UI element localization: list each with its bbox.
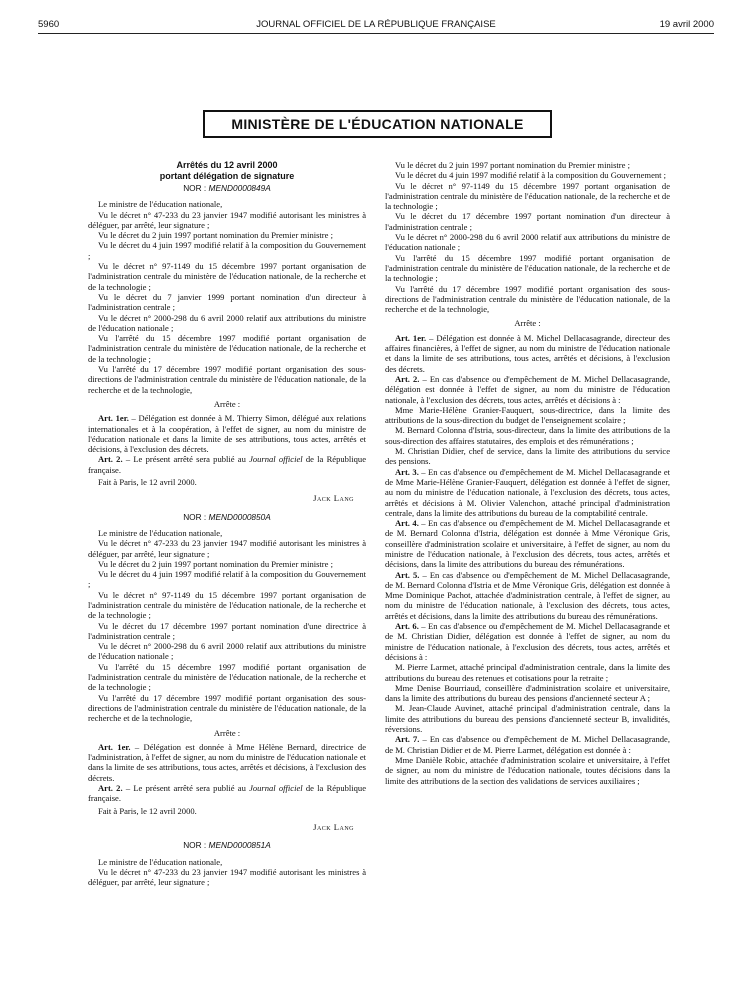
paragraph: M. Pierre Larmet, attaché principal d'administration centrale, dans la limite des attributions du bureau des retenues et cotisations pour la retraite ; [385,662,670,683]
article-label: Art. 1er. [395,332,427,343]
paragraph: Vu l'arrêté du 17 décembre 1997 modifié portant organisation des sous-directions de l'administration centrale du ministère de l'éducation nationale, de la recherche et de la technologie, [88,692,366,724]
header-rule [38,33,714,34]
paragraph: Vu le décret du 17 décembre 1997 portant nomination d'une directrice à l'administration centrale ; [88,620,366,641]
paragraph: Vu le décret du 17 décembre 1997 portant nomination d'un directeur à l'administration centrale ; [385,211,670,232]
article-text: – En cas d'absence ou d'empêchement de M. Michel Dellacasagrande et de Mme Marie-Hélène Granier-Fauquert, délégation est donnée à l'effet de signer, au nom du ministre de l'éducation nationale, à l'exclusion des décrets, tous actes, arrêtés et décisions à M. Olivier Valenchon, attaché principal d'administration centrale, dans la limite des attributions du bureau de la comptabilité centrale. [385,466,670,518]
article [88,783,366,804]
arrete-heading: Arrête : [514,318,541,329]
article-text: – En cas d'absence ou d'empêchement de M. Michel Dellacasagrande, délégation est donnée à l'effet de signer, au nom du ministre de l'éducation nationale, à l'exclusion des décrets, tous actes, arrêtés et décisions à : [385,373,670,405]
article [88,454,366,475]
article-label: Art. 3. [395,466,419,477]
article-label: Art. 7. [395,734,420,745]
page-number: 5960 [38,19,60,30]
article-text: – Délégation est donnée à Mme Hélène Bernard, directrice de l'administration, à l'effet de signer, au nom du ministre de l'éducation nationale et dans la limite de ses attributions, tous actes, arrêtés et décisions, à l'exclusion des décrets. [88,741,366,783]
issue-date: 19 avril 2000 [659,19,714,30]
article-text: – En cas d'absence ou d'empêchement de M. Michel Dellacasagrande, de M. Christian Didier et de M. Pierre Larmet, délégation est donnée à : [385,734,670,755]
signing-date: Fait à Paris, le 12 avril 2000. [98,477,197,488]
nor-code: MEND0000850A [208,511,271,522]
nor-code: MEND0000849A [208,183,271,193]
nor-reference [88,840,366,850]
paragraph: Mme Marie-Hélène Granier-Fauquert, sous-directrice, dans la limite des attributions de la sous-direction du budget de l'enseignement scolaire ; [385,404,670,426]
paragraph: Vu le décret n° 2000-298 du 6 avril 2000 relatif aux attributions du ministre de l'éducation nationale ; [385,232,670,253]
paragraph: Vu l'arrêté du 17 décembre 1997 modifié portant organisation des sous-directions de l'administration centrale du ministère de l'éducation nationale, de la recherche et de la technologie, [385,283,670,315]
article-label: Art. 1er. [98,413,129,424]
paragraph: Vu le décret n° 47-233 du 23 janvier 1947 modifié autorisant les ministres à déléguer, par arrêté, leur signature ; [88,209,366,230]
article [385,621,670,662]
paragraph: Vu le décret du 4 juin 1997 modifié relatif à la composition du Gouvernement ; [395,170,667,181]
nor-code: MEND0000851A [208,840,271,851]
paragraph: Mme Denise Bourriaud, conseillère d'administration scolaire et universitaire, dans la limite des attributions du bureau des pensions d'ancienneté secteur A ; [385,682,670,704]
nor-label: NOR : [183,840,209,851]
paragraph: Mme Danièle Robic, attachée d'administration scolaire et universitaire, à l'effet de signer, au nom du ministre de l'éducation nationale, toutes décisions dans la limite des attributions de la section des validations de services auxiliaires ; [385,754,670,786]
arrete-heading: Arrête : [213,727,241,738]
signature: Jack Lang [313,821,354,832]
article-text: de la République française. [88,454,366,475]
paragraph: Vu l'arrêté du 15 décembre 1997 modifié portant organisation de l'administration centrale du ministère de l'éducation nationale, de la recherche et de la technologie ; [88,661,366,693]
ministry-banner [203,110,552,138]
paragraph: Le ministre de l'éducation nationale, [98,527,223,538]
paragraph: Vu le décret n° 47-233 du 23 janvier 1947 modifié autorisant les ministres à déléguer, par arrêté, leur signature ; [88,866,366,888]
article [385,467,670,518]
paragraph: Vu le décret n° 97-1149 du 15 décembre 1997 portant organisation de l'administration centrale du ministère de l'éducation nationale, de la recherche et de la technologie ; [385,180,670,212]
article [385,734,670,755]
article-label: Art. 1er. [98,741,131,752]
page-header [38,19,714,33]
article-text: – En cas d'absence ou d'empêchement de M. Michel Dellacasagrande, de M. Bernard Colonna d'Istria et de Mme Véronique Gris, délégation est donnée à Mme Dominique Pachot, attachée d'administration centrale, à l'effet de signer, au nom du ministre de l'éducation nationale, à l'exclusion des décrets, tous actes, arrêtés et décisions, dans la limite des attributions du bureau des rémunérations. [385,569,670,621]
signing-date: Fait à Paris, le 12 avril 2000. [98,805,197,816]
article [385,570,670,621]
paragraph: M. Christian Didier, chef de service, dans la limite des attributions du service des pensions. [385,446,670,467]
nor-reference [88,183,366,193]
article-text: – Délégation est donnée à M. Thierry Simon, délégué aux relations internationales et à la coopération, à l'effet de signer, au nom du ministre de l'éducation nationale et dans la limite de ses attributions, tous actes, arrêtés et décisions, à l'exclusion des décrets. [88,413,366,455]
paragraph: Vu le décret du 2 juin 1997 portant nomination du Premier ministre ; [98,230,333,241]
article-label: Art. 6. [395,621,419,632]
paragraph: Vu le décret du 2 juin 1997 portant nomination du Premier ministre ; [395,160,630,170]
paragraph: M. Jean-Claude Auvinet, attaché principal d'administration centrale, dans la limite des attributions du bureau des pensions d'ancienneté secteur B, invalidités, réversions. [385,703,670,735]
paragraph: Vu le décret du 7 janvier 1999 portant nomination d'un directeur à l'administration centrale ; [88,291,366,313]
paragraph: Vu le décret n° 97-1149 du 15 décembre 1997 portant organisation de l'administration centrale du ministère de l'éducation nationale, de la recherche et de la technologie ; [88,589,366,621]
article [88,742,366,783]
journal-name: Journal officiel [249,454,303,465]
article-text: – Le présent arrêté sera publié au [122,454,250,465]
paragraph: Vu le décret n° 47-233 du 23 janvier 1947 modifié autorisant les ministres à déléguer, par arrêté, leur signature ; [88,538,366,559]
arrete-heading: Arrête : [213,398,241,409]
paragraph: Vu l'arrêté du 17 décembre 1997 modifié portant organisation des sous-directions de l'administration centrale du ministère de l'éducation nationale, de la recherche et de la technologie, [88,364,366,395]
article-label: Art. 2. [98,783,123,794]
paragraph: Vu le décret n° 2000-298 du 6 avril 2000 relatif aux attributions du ministre de l'éducation nationale ; [88,641,366,662]
paragraph: Le ministre de l'éducation nationale, [98,199,223,210]
article [88,413,366,454]
article-text: – Le présent arrêté sera publié au [122,783,250,794]
paragraph: M. Bernard Colonna d'Istria, sous-directeur, dans la limite des attributions de la sous-direction des affaires statutaires, des emplois et des rémunérations ; [385,425,670,446]
decree-subtitle: portant délégation de signature [159,171,295,181]
article-text: – Délégation est donnée à M. Michel Dellacasagrande, directeur des affaires financières, à l'effet de signer, au nom du ministre de l'éducation nationale et dans la limite de ses attributions, tous actes, arrêtés et décisions, à l'exclusion des décrets. [385,332,670,374]
article-label: Art. 4. [395,518,419,529]
article [385,374,670,405]
article-text: de la République française. [88,783,366,804]
left-column [88,160,366,887]
journal-name: Journal officiel [249,783,303,794]
nor-label: NOR : [183,183,209,193]
nor-label: NOR : [183,511,209,522]
right-column [385,160,670,786]
article-text: – En cas d'absence ou d'empêchement de M. Michel Dellacasagrande et de M. Christian Didier, délégation est donnée à l'effet de signer, au nom du ministre de l'éducation nationale, à l'exclusion des décrets, tous actes, arrêtés et décisions à : [385,621,670,662]
article-label: Art. 5. [395,569,420,580]
ministry-title: MINISTÈRE DE L'ÉDUCATION NATIONALE [231,116,524,132]
article-text: – En cas d'absence ou d'empêchement de M. Michel Dellacasagrande et de M. Bernard Colonna d'Istria, délégation est donnée à Mme Véronique Gris, conseillère d'administration scolaire et universitaire, à l'effet de signer, au nom du ministre de l'éducation nationale, à l'exclusion des décrets, tous actes, arrêtés et décisions, dans la limite des attributions du bureau des rémunérations. [385,518,670,570]
article [385,518,670,569]
article-label: Art. 2. [98,454,123,465]
paragraph: Vu le décret n° 97-1149 du 15 décembre 1997 portant organisation de l'administration centrale du ministère de l'éducation nationale, de la recherche et de la technologie ; [88,261,366,292]
paragraph: Vu l'arrêté du 15 décembre 1997 modifié portant organisation de l'administration centrale du ministère de l'éducation nationale, de la recherche et de la technologie ; [88,333,366,364]
paragraph: Vu le décret du 4 juin 1997 modifié relatif à la composition du Gouvernement ; [88,569,366,590]
paragraph: Vu le décret n° 2000-298 du 6 avril 2000 relatif aux attributions du ministre de l'éducation nationale ; [88,312,366,333]
decree-title: Arrêtés du 12 avril 2000 [176,160,278,170]
article-label: Art. 2. [395,373,420,384]
paragraph: Le ministre de l'éducation nationale, [98,856,223,867]
journal-title: JOURNAL OFFICIEL DE LA RÉPUBLIQUE FRANÇAISE [256,19,496,30]
paragraph: Vu l'arrêté du 15 décembre 1997 modifié portant organisation de l'administration centrale du ministère de l'éducation nationale, de la recherche et de la technologie ; [385,252,670,284]
paragraph: Vu le décret du 4 juin 1997 modifié relatif à la composition du Gouvernement ; [88,240,366,261]
article [385,333,670,374]
paragraph: Vu le décret du 2 juin 1997 portant nomination du Premier ministre ; [98,558,333,569]
signature: Jack Lang [313,493,354,504]
nor-reference [88,512,366,522]
